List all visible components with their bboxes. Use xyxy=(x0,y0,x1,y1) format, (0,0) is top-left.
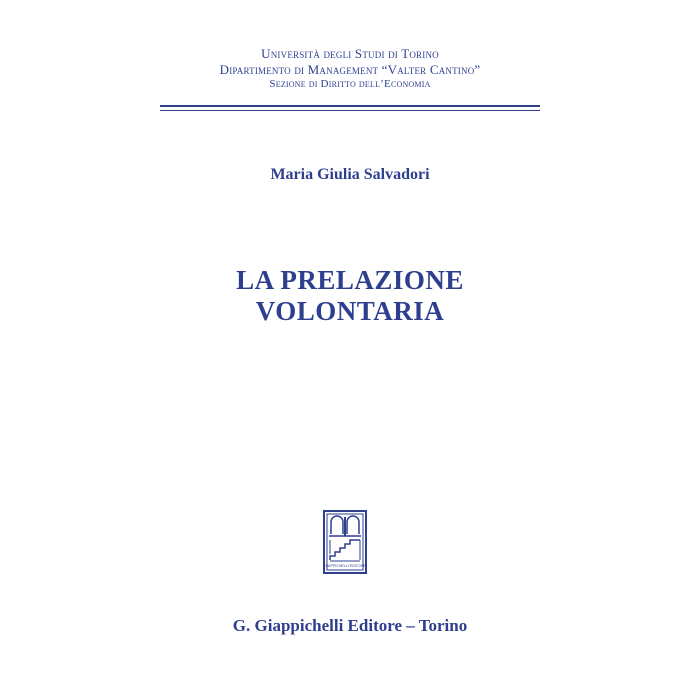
book-title-line-1: LA PRELAZIONE xyxy=(236,265,464,295)
emblem-inscription: GIAPPICHELLI EDITORE xyxy=(324,564,366,568)
author-name: Maria Giulia Salvadori xyxy=(270,166,430,183)
book-title xyxy=(160,265,540,327)
institution-university: Università degli Studi di Torino xyxy=(261,46,439,61)
institution-section: Sezione di Diritto dell’Economia xyxy=(269,78,431,90)
institution-department: Dipartimento di Management “Valter Cantino” xyxy=(219,62,481,77)
book-title-line-2: VOLONTARIA xyxy=(255,296,445,326)
book-cover xyxy=(160,30,540,670)
publisher-emblem-icon xyxy=(323,510,367,574)
publisher-imprint: G. Giappichelli Editore – Torino xyxy=(232,616,468,635)
header-rule-thin xyxy=(160,110,540,111)
header-rule-thick xyxy=(160,105,540,107)
